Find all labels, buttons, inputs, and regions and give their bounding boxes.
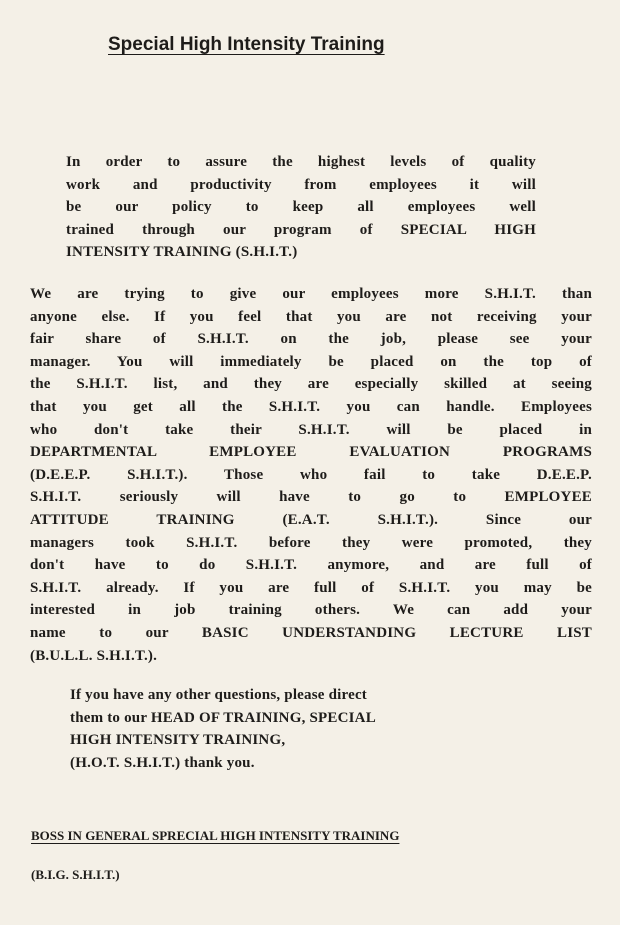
text-line: (B.U.L.L. S.H.I.T.). — [30, 647, 158, 664]
text-line: If you have any other questions, please direct — [70, 687, 367, 703]
signature-acronym: (B.I.G. S.H.I.T.) — [31, 867, 120, 882]
text-line: manager. You will immediately be placed on the top of — [30, 353, 592, 370]
text-line: name to our BASIC UNDERSTANDING LECTURE LIST — [30, 624, 592, 641]
text-line: them to our HEAD OF TRAINING, SPECIAL — [70, 709, 376, 726]
text-line: (D.E.E.P. S.H.I.T.). Those who fail to take D.E.E.P. — [30, 466, 592, 483]
text-line: We are trying to give our employees more S.H.I.T. than — [30, 286, 592, 302]
text-line: DEPARTMENTAL EMPLOYEE EVALUATION PROGRAMS — [30, 444, 592, 461]
text-line: HIGH INTENSITY TRAINING, — [70, 732, 286, 749]
text-line: fair share of S.H.I.T. on the job, please see your — [30, 331, 592, 348]
intro-paragraph — [66, 151, 536, 264]
text-line: INTENSITY TRAINING (S.H.I.T.) — [66, 244, 298, 261]
text-line: managers took S.H.I.T. before they were promoted, they — [30, 534, 592, 551]
closing-paragraph — [70, 684, 550, 774]
text-line: the S.H.I.T. list, and they are especially skilled at seeing — [30, 376, 592, 393]
text-line: anyone else. If you feel that you are not receiving your — [30, 308, 592, 325]
text-line: be our policy to keep all employees well — [66, 199, 536, 216]
body-paragraph — [30, 283, 592, 667]
text-line: who don't take their S.H.I.T. will be placed in — [30, 421, 592, 438]
text-line: ATTITUDE TRAINING (E.A.T. S.H.I.T.). Since our — [30, 511, 592, 528]
signature-title: BOSS IN GENERAL SPRECIAL HIGH INTENSITY TRAINING — [31, 828, 400, 843]
text-line: work and productivity from employees it will — [66, 176, 536, 193]
text-line: that you get all the S.H.I.T. you can handle. Employees — [30, 398, 592, 415]
memo-title: Special High Intensity Training — [108, 34, 385, 55]
text-line: In order to assure the highest levels of quality — [66, 154, 536, 170]
text-line: S.H.I.T. seriously will have to go to EMPLOYEE — [30, 489, 592, 506]
text-line: (H.O.T. S.H.I.T.) thank you. — [70, 754, 255, 771]
text-line: don't have to do S.H.I.T. anymore, and are full of — [30, 557, 592, 574]
text-line: trained through our program of SPECIAL HIGH — [66, 221, 536, 238]
text-line: interested in job training others. We can add your — [30, 602, 592, 619]
text-line: S.H.I.T. already. If you are full of S.H.I.T. you may be — [30, 579, 592, 596]
